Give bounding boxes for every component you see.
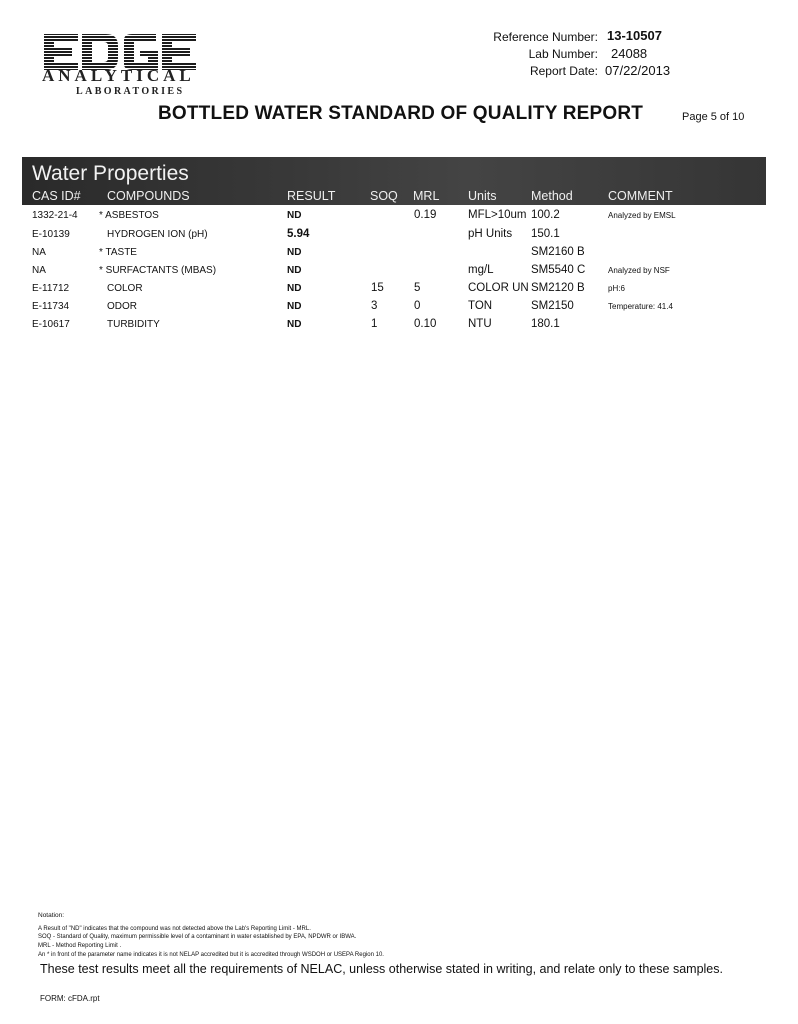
reference-number-value: 13-10507 bbox=[607, 28, 662, 43]
lab-number-label: Lab Number: bbox=[528, 47, 598, 61]
cell-comment: pH:6 bbox=[608, 284, 625, 293]
cell-compound: * ASBESTOS bbox=[99, 210, 159, 221]
section-title: Water Properties bbox=[32, 162, 189, 185]
logo-analytical-text: ANALYTICAL bbox=[42, 66, 195, 85]
notation-line: SOQ - Standard of Quality, maximum permissible level of a contaminant in water established by EPA, NPDWR or IBWA. bbox=[38, 934, 357, 940]
cell-units: TON bbox=[468, 300, 493, 312]
column-header-method: Method bbox=[531, 189, 573, 203]
page-number: Page 5 of 10 bbox=[682, 111, 745, 123]
cell-cas: E-11712 bbox=[32, 283, 70, 294]
cell-result: ND bbox=[287, 283, 302, 294]
lab-number-value: 24088 bbox=[611, 46, 648, 61]
cell-method: SM5540 C bbox=[531, 264, 586, 276]
cell-result: 5.94 bbox=[287, 228, 310, 240]
cell-result: ND bbox=[287, 210, 302, 221]
report-title: BOTTLED WATER STANDARD OF QUALITY REPORT bbox=[158, 103, 644, 124]
report-date-value: 07/22/2013 bbox=[605, 63, 671, 78]
company-logo bbox=[32, 30, 202, 100]
notation-line: An * in front of the parameter name indicates it is not NELAP accredited but it is accredited through WSDOH or USEPA Region 10. bbox=[38, 952, 384, 958]
cell-compound: * SURFACTANTS (MBAS) bbox=[99, 265, 217, 276]
nelac-statement: These test results meet all the requirements of NELAC, unless otherwise stated in writing, and relate only to these samples. bbox=[40, 962, 723, 976]
cell-soq: 1 bbox=[371, 318, 378, 330]
cell-mrl: 5 bbox=[414, 282, 421, 294]
cell-result: ND bbox=[287, 319, 302, 330]
cell-mrl: 0.10 bbox=[414, 318, 437, 330]
cell-compound: COLOR bbox=[107, 283, 143, 294]
cell-compound: HYDROGEN ION (pH) bbox=[107, 229, 208, 240]
column-header-comment: COMMENT bbox=[608, 189, 673, 203]
cell-compound: TURBIDITY bbox=[107, 319, 160, 330]
cell-soq: 3 bbox=[371, 300, 378, 312]
cell-cas: E-10617 bbox=[32, 319, 70, 330]
cell-comment: Analyzed by EMSL bbox=[608, 211, 676, 220]
cell-units: mg/L bbox=[468, 264, 494, 276]
cell-compound: ODOR bbox=[107, 301, 137, 312]
column-header-soq: SOQ bbox=[370, 189, 398, 203]
column-header-cas: CAS ID# bbox=[32, 189, 81, 203]
column-header-result: RESULT bbox=[287, 189, 336, 203]
column-header-compounds: COMPOUNDS bbox=[107, 189, 190, 203]
column-header-units: Units bbox=[468, 189, 497, 203]
cell-cas: NA bbox=[32, 247, 46, 258]
cell-soq: 15 bbox=[371, 282, 384, 294]
cell-cas: E-11734 bbox=[32, 301, 70, 312]
cell-mrl: 0 bbox=[414, 300, 421, 312]
logo-laboratories-text: LABORATORIES bbox=[76, 86, 185, 97]
cell-cas: NA bbox=[32, 265, 46, 276]
cell-method: SM2120 B bbox=[531, 282, 585, 294]
cell-comment: Temperature: 41.4 bbox=[608, 302, 673, 311]
cell-units: NTU bbox=[468, 318, 492, 330]
cell-compound: * TASTE bbox=[99, 247, 137, 258]
cell-method: SM2150 bbox=[531, 300, 574, 312]
form-identifier: FORM: cFDA.rpt bbox=[40, 994, 100, 1003]
notation-line: MRL - Method Reporting Limit . bbox=[38, 943, 122, 949]
cell-units: pH Units bbox=[468, 228, 513, 240]
cell-method: SM2160 B bbox=[531, 246, 585, 258]
cell-method: 150.1 bbox=[531, 228, 560, 240]
cell-result: ND bbox=[287, 301, 302, 312]
column-header-mrl: MRL bbox=[413, 189, 440, 203]
cell-units: MFL>10um bbox=[468, 209, 527, 221]
cell-result: ND bbox=[287, 247, 302, 258]
cell-cas: 1332-21-4 bbox=[32, 210, 78, 221]
notation-line: A Result of "ND" indicates that the compound was not detected above the Lab's Reporting Limit - MRL. bbox=[38, 926, 311, 932]
cell-result: ND bbox=[287, 265, 302, 276]
report-date-label: Report Date: bbox=[529, 64, 598, 78]
cell-cas: E-10139 bbox=[32, 229, 70, 240]
cell-units: COLOR UN bbox=[468, 282, 529, 294]
cell-method: 180.1 bbox=[531, 318, 560, 330]
cell-comment: Analyzed by NSF bbox=[608, 266, 670, 275]
cell-method: 100.2 bbox=[531, 209, 560, 221]
notation-heading: Notation: bbox=[38, 912, 65, 919]
reference-number-label: Reference Number: bbox=[493, 30, 598, 44]
cell-mrl: 0.19 bbox=[414, 209, 437, 221]
